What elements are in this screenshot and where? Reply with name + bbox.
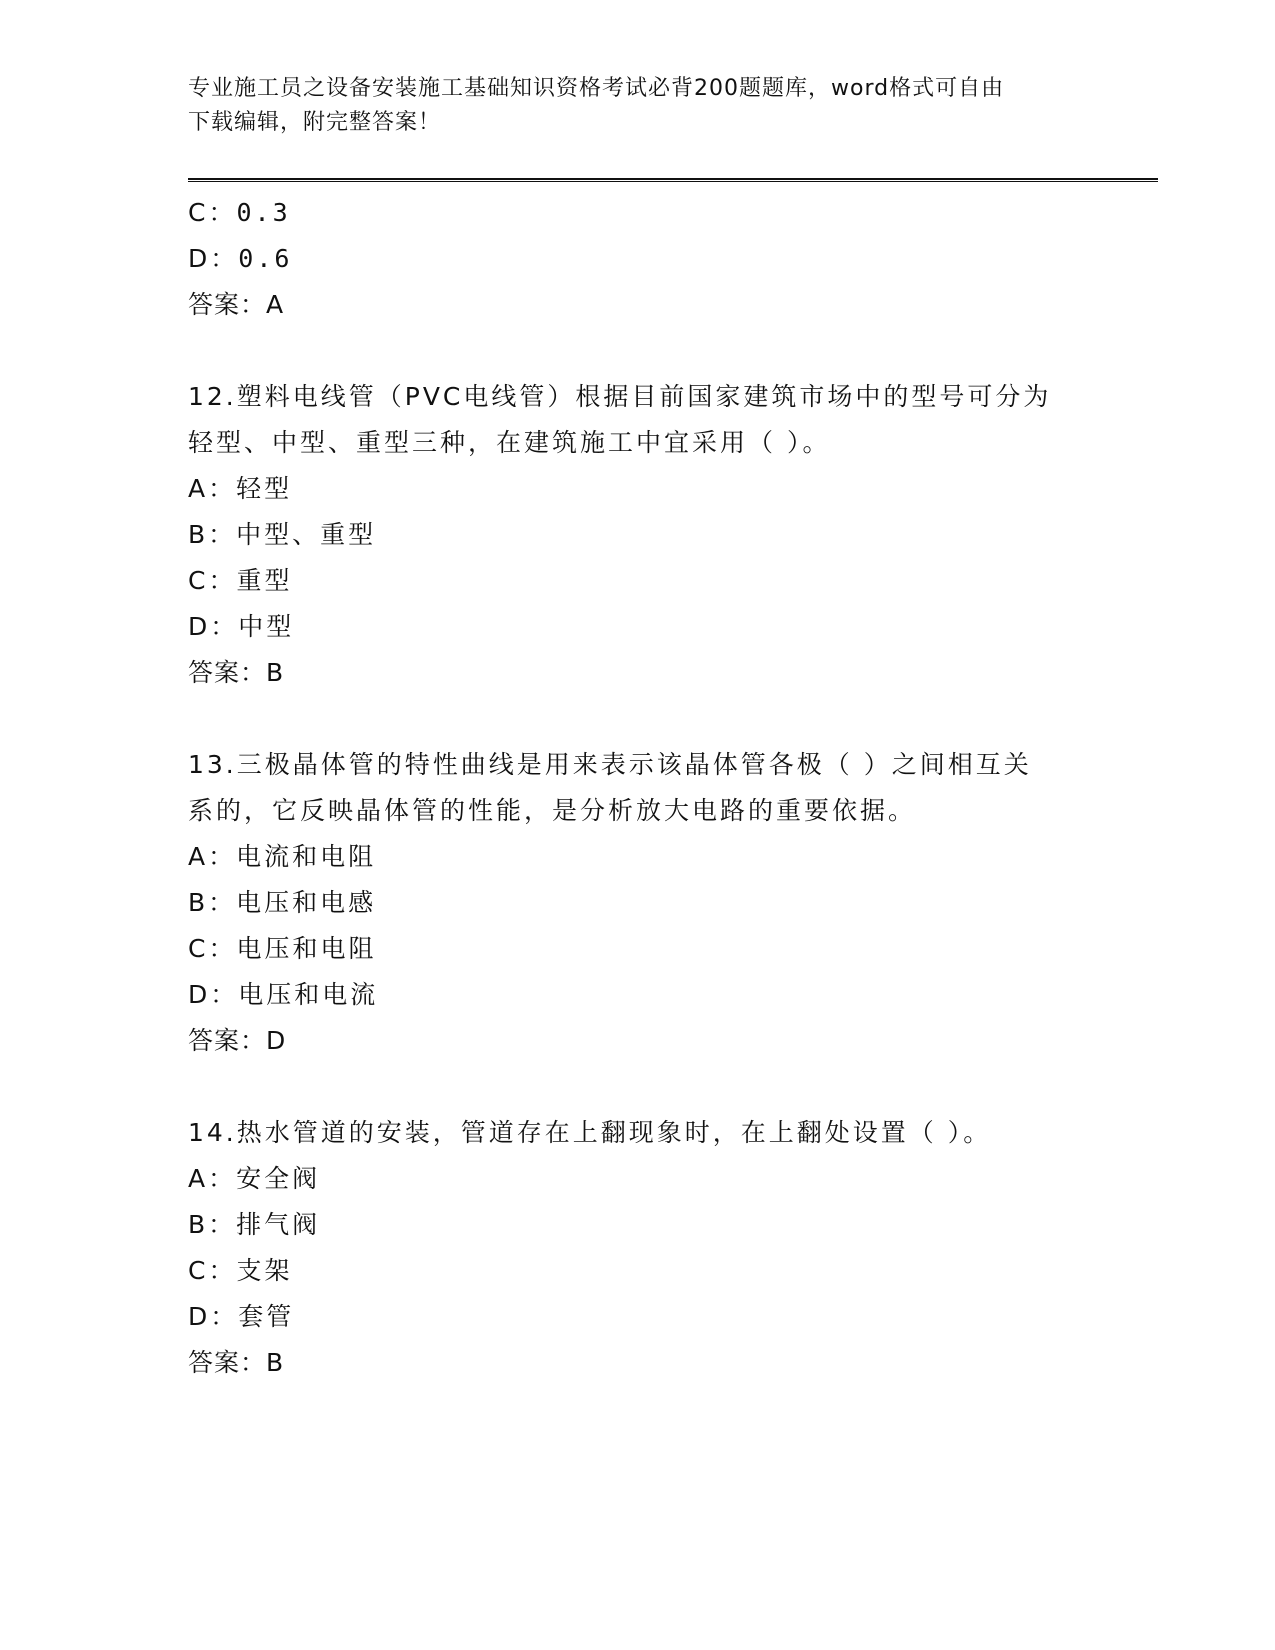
option-text: 电压和电阻: [236, 934, 377, 963]
option-text: 0.3: [236, 198, 291, 227]
option-b: [188, 1202, 1088, 1248]
option-label: A：: [188, 842, 237, 871]
header-line-1: 专业施工员之设备安装施工基础知识资格考试必背200题题库，word格式可自由: [188, 76, 1005, 101]
option-label: D：: [188, 980, 239, 1009]
option-text: 中型、重型: [236, 520, 377, 549]
option-text: 安全阀: [236, 1164, 321, 1193]
question-14: [188, 1110, 1088, 1386]
option-text: 电压和电流: [238, 980, 379, 1009]
option-label: C：: [188, 934, 237, 963]
answer-line: 答案：D: [188, 1026, 287, 1055]
option-text: 电流和电阻: [236, 842, 377, 871]
option-a: [188, 834, 1088, 880]
header-line-2: 下载编辑，附完整答案！: [188, 110, 442, 135]
option-label: C：: [188, 198, 237, 227]
option-label: A：: [188, 1164, 237, 1193]
option-text: 轻型: [236, 474, 293, 503]
answer-line: 答案：B: [188, 1348, 285, 1377]
option-label: B：: [188, 888, 237, 917]
prev-question-tail: [188, 190, 1088, 328]
option-a: [188, 466, 1088, 512]
option-label: D：: [188, 244, 239, 273]
document-header: [188, 72, 1088, 140]
option-label: D：: [188, 612, 239, 641]
option-label: A：: [188, 474, 237, 503]
answer-line: 答案：A: [188, 290, 285, 319]
question-stem: 轻型、中型、重型三种，在建筑施工中宜采用（ ）。: [188, 428, 831, 457]
question-12: [188, 374, 1088, 696]
option-b: [188, 512, 1088, 558]
option-text: 支架: [236, 1256, 293, 1285]
option-d: [188, 604, 1088, 650]
question-stem: 14.热水管道的安装，管道存在上翻现象时，在上翻处设置（ ）。: [188, 1118, 992, 1147]
option-c: [188, 558, 1088, 604]
question-13: [188, 742, 1088, 1064]
option-text: 重型: [236, 566, 293, 595]
option-d: [188, 1294, 1088, 1340]
option-text: 中型: [238, 612, 295, 641]
answer-line: 答案：B: [188, 658, 285, 687]
spacer: [188, 696, 1088, 742]
option-d: [188, 972, 1088, 1018]
question-stem: 系的，它反映晶体管的性能，是分析放大电路的重要依据。: [188, 796, 917, 825]
option-c: [188, 926, 1088, 972]
option-text: 套管: [238, 1302, 295, 1331]
option-d: [188, 236, 1088, 282]
option-a: [188, 1156, 1088, 1202]
option-label: D：: [188, 1302, 239, 1331]
option-text: 排气阀: [236, 1210, 321, 1239]
option-b: [188, 880, 1088, 926]
option-label: C：: [188, 566, 237, 595]
option-text: 电压和电感: [236, 888, 377, 917]
spacer: [188, 1064, 1088, 1110]
option-label: B：: [188, 1210, 237, 1239]
option-c: [188, 190, 1088, 236]
option-c: [188, 1248, 1088, 1294]
header-divider: [188, 178, 1158, 182]
option-label: B：: [188, 520, 237, 549]
spacer: [188, 328, 1088, 374]
question-list: [188, 190, 1088, 1386]
option-label: C：: [188, 1256, 237, 1285]
option-text: 0.6: [238, 244, 293, 273]
question-stem: 12.塑料电线管（PVC电线管）根据目前国家建筑市场中的型号可分为: [188, 382, 1052, 411]
question-stem: 13.三极晶体管的特性曲线是用来表示该晶体管各极（ ）之间相互关: [188, 750, 1032, 779]
